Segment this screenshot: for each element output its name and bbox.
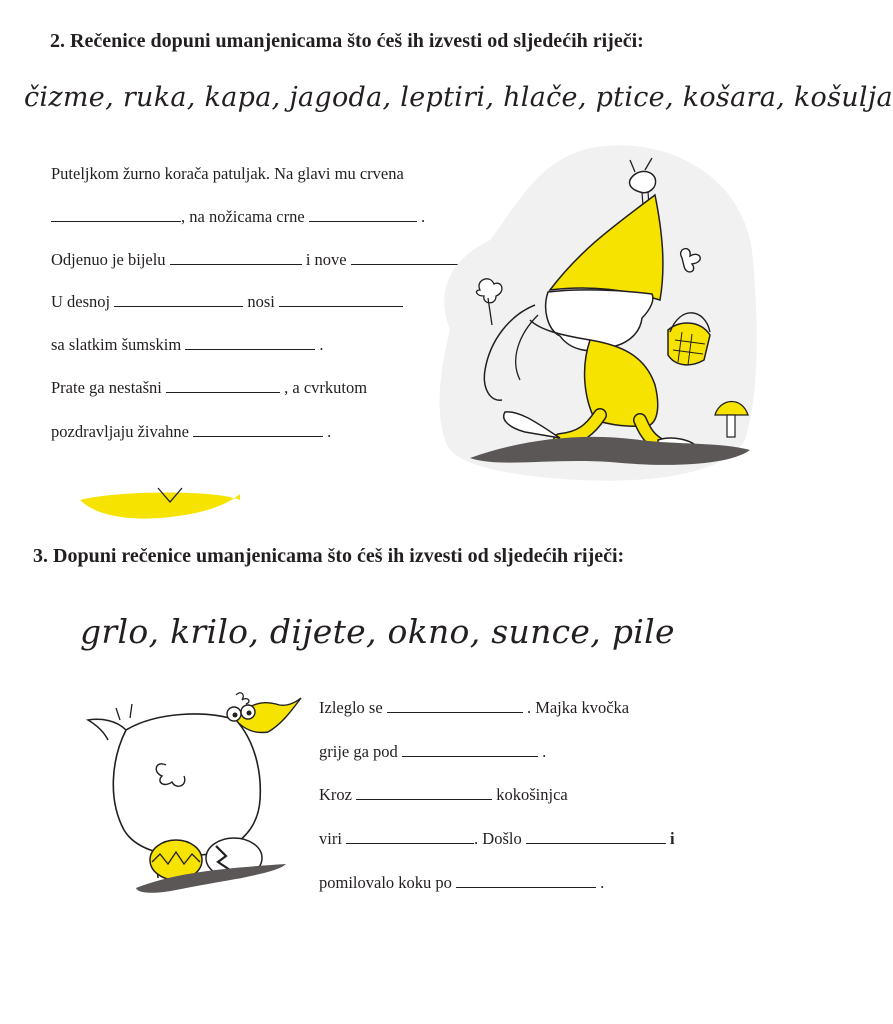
answer-blank[interactable] (456, 873, 596, 888)
answer-blank[interactable] (51, 207, 181, 222)
task2-heading: 2. Rečenice dopuni umanjenicama što ćeš ih izvesti od sljedećih riječi: (50, 30, 644, 52)
task2-line-7: pozdravljaju živahne . (51, 422, 332, 441)
hen-illustration (86, 690, 308, 915)
answer-blank[interactable] (346, 829, 474, 844)
task2-line-2: , na nožicama crne . (51, 207, 425, 227)
answer-blank[interactable] (170, 250, 302, 265)
answer-blank[interactable] (114, 292, 243, 307)
task2-line-3: Odjenuo je bijelu i nove (51, 250, 481, 270)
task2-line-4: U desnoj nosi (51, 292, 403, 312)
task3-line-3: Kroz kokošinjca (319, 785, 568, 804)
task3-word-list: grlo, krilo, dijete, okno, sunce, pile (80, 612, 675, 651)
yellow-chick-fragment (78, 488, 243, 528)
task2-line-5: sa slatkim šumskim . (51, 335, 324, 354)
task3-line-1: Izleglo se . Majka kvočka (319, 698, 630, 717)
sentence-text: Puteljkom žurno korača patuljak. Na glavi mu crvena (51, 164, 404, 183)
answer-blank[interactable] (387, 698, 523, 713)
answer-blank[interactable] (166, 378, 280, 393)
task2-line-1 (51, 164, 404, 184)
task3-line-2: grije ga pod . (319, 742, 547, 761)
task3-line-4: viri . Došlo i (319, 829, 675, 848)
task2-word-list: čizme, ruka, kapa, jagoda, leptiri, hlače, ptice, košara, košulja (24, 82, 893, 113)
task3-heading: 3. Dopuni rečenice umanjenicama što ćeš ih izvesti od sljedećih riječi: (33, 545, 625, 567)
task3-line-5: pomilovalo koku po . (319, 873, 605, 892)
answer-blank[interactable] (309, 207, 417, 222)
answer-blank[interactable] (356, 785, 492, 800)
task2-line-6: Prate ga nestašni , a cvrkutom (51, 378, 368, 397)
answer-blank[interactable] (279, 292, 403, 307)
answer-blank[interactable] (185, 335, 315, 350)
answer-blank[interactable] (526, 829, 666, 844)
answer-blank[interactable] (193, 422, 323, 437)
answer-blank[interactable] (402, 742, 538, 757)
gnome-illustration (430, 140, 760, 485)
